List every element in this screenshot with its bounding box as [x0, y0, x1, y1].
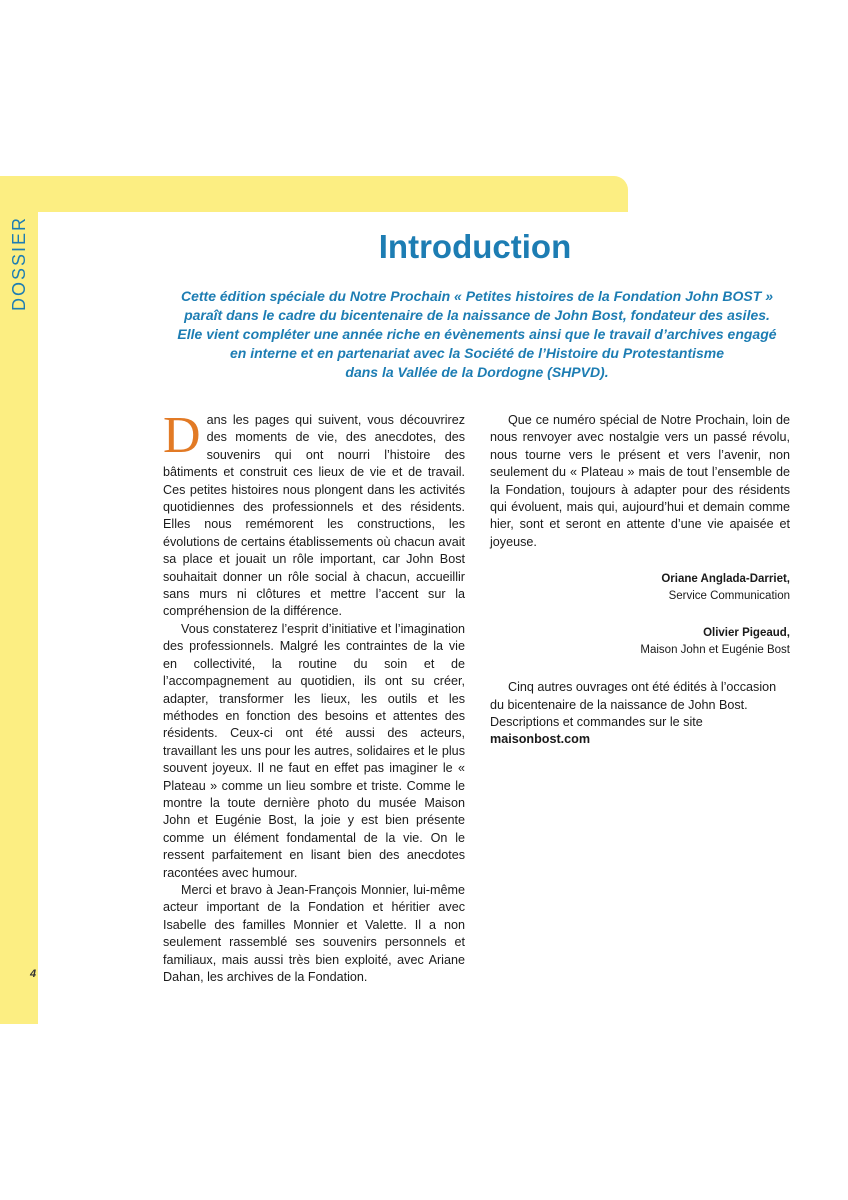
signature-role: Service Communication [668, 590, 790, 603]
closing-paragraph [490, 679, 790, 749]
closing-text: Cinq autres ouvrages ont été édités à l’occasion du bicentenaire de la naissance de John Bost. Descriptions et commandes sur le site [490, 680, 777, 730]
signature-block [490, 571, 790, 605]
signature-role: Maison John et Eugénie Bost [640, 644, 790, 657]
intro-line: paraît dans le cadre du bicentenaire de la naissance de John Bost, fondateur des asiles. [184, 307, 770, 323]
left-column [163, 407, 465, 986]
intro-line: dans la Vallée de la Dordogne (SHPVD). [345, 364, 609, 380]
drop-cap: D [163, 407, 201, 464]
page-title: Introduction [378, 228, 572, 265]
section-label [5, 214, 33, 314]
right-column [490, 412, 790, 749]
page-number: 4 [30, 968, 37, 980]
body-paragraph: Vous constaterez l’esprit d’initiative et l’imagination des professionnels. Malgré les contraintes de la vie en collectivité, la routine du soin et de l’accompagnement au quotidien, ils ont su créer, adapter, transformer les lieux, les outils et les méthodes en fonction des besoins et attentes des résidents. Ceux-ci ont été aussi des acteurs, travaillant les uns pour les autres, solidaires et le plus souvent joyeux. Il ne faut en effet pas imaginer le « Plateau » comme un lieu sombre et triste. Comme le montre la toute dernière photo du musée Maison John et Eugénie Bost, la joie y est bien présente comme un élément fondamental de la vie. On le ressent parfaitement en lisant bien des anecdotes racontées avec humour. [163, 621, 465, 880]
signature-name: Olivier Pigeaud, [703, 627, 790, 640]
signature-name: Oriane Anglada-Darriet, [661, 573, 790, 586]
body-paragraph: Merci et bravo à Jean-François Monnier, lui-même acteur important de la Fondation et héritier avec Isabelle des familles Monnier et Valette. Il a non seulement rassemblé ses souvenirs personnels et familiaux, mais aussi très bien exploité, avec Ariane Dahan, les archives de la Fondation. [163, 882, 465, 984]
intro-line: en interne et en partenariat avec la Société de l’Histoire du Protestantisme [229, 345, 725, 361]
intro-line: Cette édition spéciale du Notre Prochain « Petites histoires de la Fondation John BOST » [181, 288, 773, 304]
intro-paragraph [172, 287, 782, 382]
intro-line: Elle vient compléter une année riche en évènements ainsi que le travail d’archives engagé [177, 326, 777, 342]
signature-block [490, 625, 790, 659]
paragraph-text: ans les pages qui suivent, vous découvrirez des moments de vie, des anecdotes, des souvenirs qui ont nourri l’histoire des bâtiments et construit ces lieux de vie et de travail. Ces petites histoires nous plongent dans les activités quotidiennes des professionnels et des résidents. Elles nous remémorent les constructions, les évolutions de certains établissements où chacun avait sa place et jouait un rôle important, car John Bost souhaitait donner un rôle social à chacun, accueillir sans murs ni clôtures et mettre l’accent sur la compréhension de la différence. [163, 413, 465, 619]
yellow-header-band [0, 176, 628, 212]
body-paragraph [163, 407, 465, 621]
body-paragraph: Que ce numéro spécial de Notre Prochain, loin de nous renvoyer avec nostalgie vers un passé révolu, nous tourne vers le présent et vers l’avenir, non seulement du « Plateau » mais de tout l’ensemble de la Fondation, toujours à adapter pour des résidents qui évoluent, mais qui, aujourd’hui et demain comme hier, sont et seront en attente d’une vie apaisée et joyeuse. [490, 413, 790, 549]
section-label-text: DOSSIER [8, 216, 29, 312]
website-link[interactable]: maisonbost.com [490, 732, 591, 747]
